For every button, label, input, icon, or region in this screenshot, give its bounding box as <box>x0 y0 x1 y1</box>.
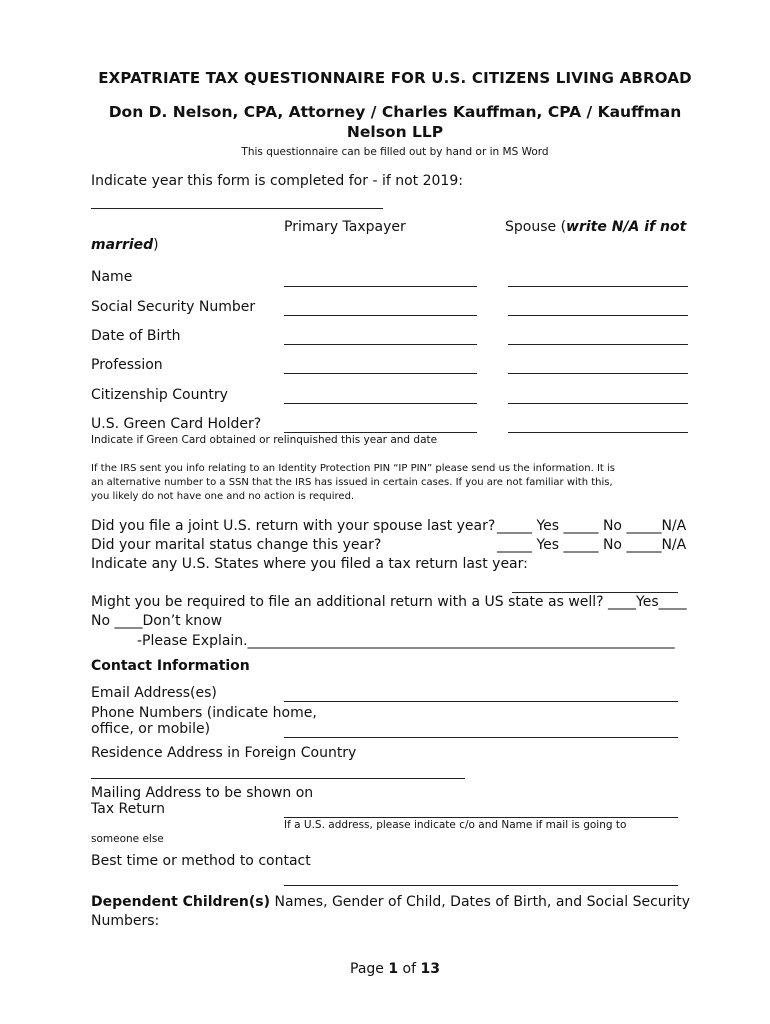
mailing-label-line-2: Tax Return <box>91 801 166 817</box>
preparers-line-1: Don D. Nelson, CPA, Attorney / Charles Kauffman, CPA / Kauffman <box>108 103 682 121</box>
field-label-dob: Date of Birth <box>91 328 181 344</box>
dependents-line-2: Numbers: <box>91 913 160 929</box>
spouse-name-field[interactable] <box>508 286 688 287</box>
ip-pin-note-line-2: an alternative number to a SSN that the IRS has issued in certain cases. If you are not familiar with this, <box>91 477 613 488</box>
spouse-ssn-field[interactable] <box>508 315 688 316</box>
best-time-label: Best time or method to contact <box>91 853 311 869</box>
spouse-dob-field[interactable] <box>508 344 688 345</box>
primary-profession-field[interactable] <box>284 373 477 374</box>
field-label-name: Name <box>91 269 133 285</box>
primary-name-field[interactable] <box>284 286 477 287</box>
marital-change-question: Did your marital status change this year? <box>91 537 382 553</box>
ip-pin-note-line-3: you likely do not have one and no action is required. <box>91 491 355 502</box>
phone-field[interactable] <box>284 737 678 738</box>
mailing-note-line-2: someone else <box>91 833 164 845</box>
spouse-header <box>505 219 686 235</box>
dependents-heading: Dependent Children(s) <box>91 894 271 910</box>
spouse-header-prefix: Spouse ( <box>505 219 567 235</box>
mailing-note-line-1: If a U.S. address, please indicate c/o and Name if mail is going to <box>284 819 627 831</box>
additional-state-question[interactable]: Might you be required to file an additional return with a US state as well? ____Yes____ <box>91 594 687 610</box>
mailing-label-line-1: Mailing Address to be shown on <box>91 785 314 801</box>
email-field[interactable] <box>284 701 678 702</box>
additional-state-question-cont[interactable]: No ____Don’t know <box>91 613 223 629</box>
year-label: Indicate year this form is completed for - if not 2019: <box>91 173 463 189</box>
dependents-text: Names, Gender of Child, Dates of Birth, and Social Security <box>270 894 691 910</box>
best-time-field[interactable] <box>284 885 678 886</box>
primary-dob-field[interactable] <box>284 344 477 345</box>
phone-label-line-1: Phone Numbers (indicate home, <box>91 705 317 721</box>
joint-return-options[interactable]: _____ Yes _____ No _____N/A <box>497 518 687 534</box>
contact-heading: Contact Information <box>91 658 250 674</box>
dependents-line-1 <box>91 894 690 910</box>
primary-ssn-field[interactable] <box>284 315 477 316</box>
residence-label: Residence Address in Foreign Country <box>91 745 357 761</box>
email-label: Email Address(es) <box>91 685 217 701</box>
spouse-green-card-field[interactable] <box>508 432 688 433</box>
spouse-profession-field[interactable] <box>508 373 688 374</box>
form-title: EXPATRIATE TAX QUESTIONNAIRE FOR U.S. CITIZENS LIVING ABROAD <box>98 69 692 87</box>
fill-note: This questionnaire can be filled out by hand or in MS Word <box>241 146 549 158</box>
page-of: of <box>398 961 421 977</box>
field-label-citizenship: Citizenship Country <box>91 387 228 403</box>
page-prefix: Page <box>350 961 389 977</box>
spouse-citizenship-field[interactable] <box>508 403 688 404</box>
mailing-field[interactable] <box>284 817 678 818</box>
residence-field[interactable] <box>91 778 465 779</box>
page-footer <box>0 961 770 977</box>
states-question: Indicate any U.S. States where you filed a tax return last year: <box>91 556 528 572</box>
green-card-note: Indicate if Green Card obtained or relinquished this year and date <box>91 434 438 446</box>
spouse-header-emph2: married <box>91 237 154 253</box>
preparers-line-2: Nelson LLP <box>346 123 444 141</box>
marital-change-options[interactable]: _____ Yes _____ No _____N/A <box>497 537 687 553</box>
page-total: 13 <box>420 961 440 977</box>
phone-label-line-2: office, or mobile) <box>91 721 211 737</box>
spouse-header-emph: write N/A if not <box>566 219 687 235</box>
joint-return-question: Did you file a joint U.S. return with your spouse last year? <box>91 518 496 534</box>
spouse-header-suffix: ) <box>153 237 159 253</box>
field-label-profession: Profession <box>91 357 163 373</box>
primary-citizenship-field[interactable] <box>284 403 477 404</box>
explain-field[interactable]: -Please Explain._____________________________________________________________ <box>137 633 675 649</box>
spouse-header-cont <box>91 237 159 253</box>
field-label-green-card: U.S. Green Card Holder? <box>91 416 262 432</box>
ip-pin-note-line-1: If the IRS sent you info relating to an Identity Protection PIN “IP PIN” please send us the information. It is <box>91 463 615 474</box>
states-field[interactable] <box>512 592 678 593</box>
field-label-ssn: Social Security Number <box>91 299 256 315</box>
page-number: 1 <box>388 961 399 977</box>
primary-taxpayer-header: Primary Taxpayer <box>284 219 406 235</box>
primary-green-card-field[interactable] <box>284 432 477 433</box>
year-field[interactable] <box>91 208 383 209</box>
